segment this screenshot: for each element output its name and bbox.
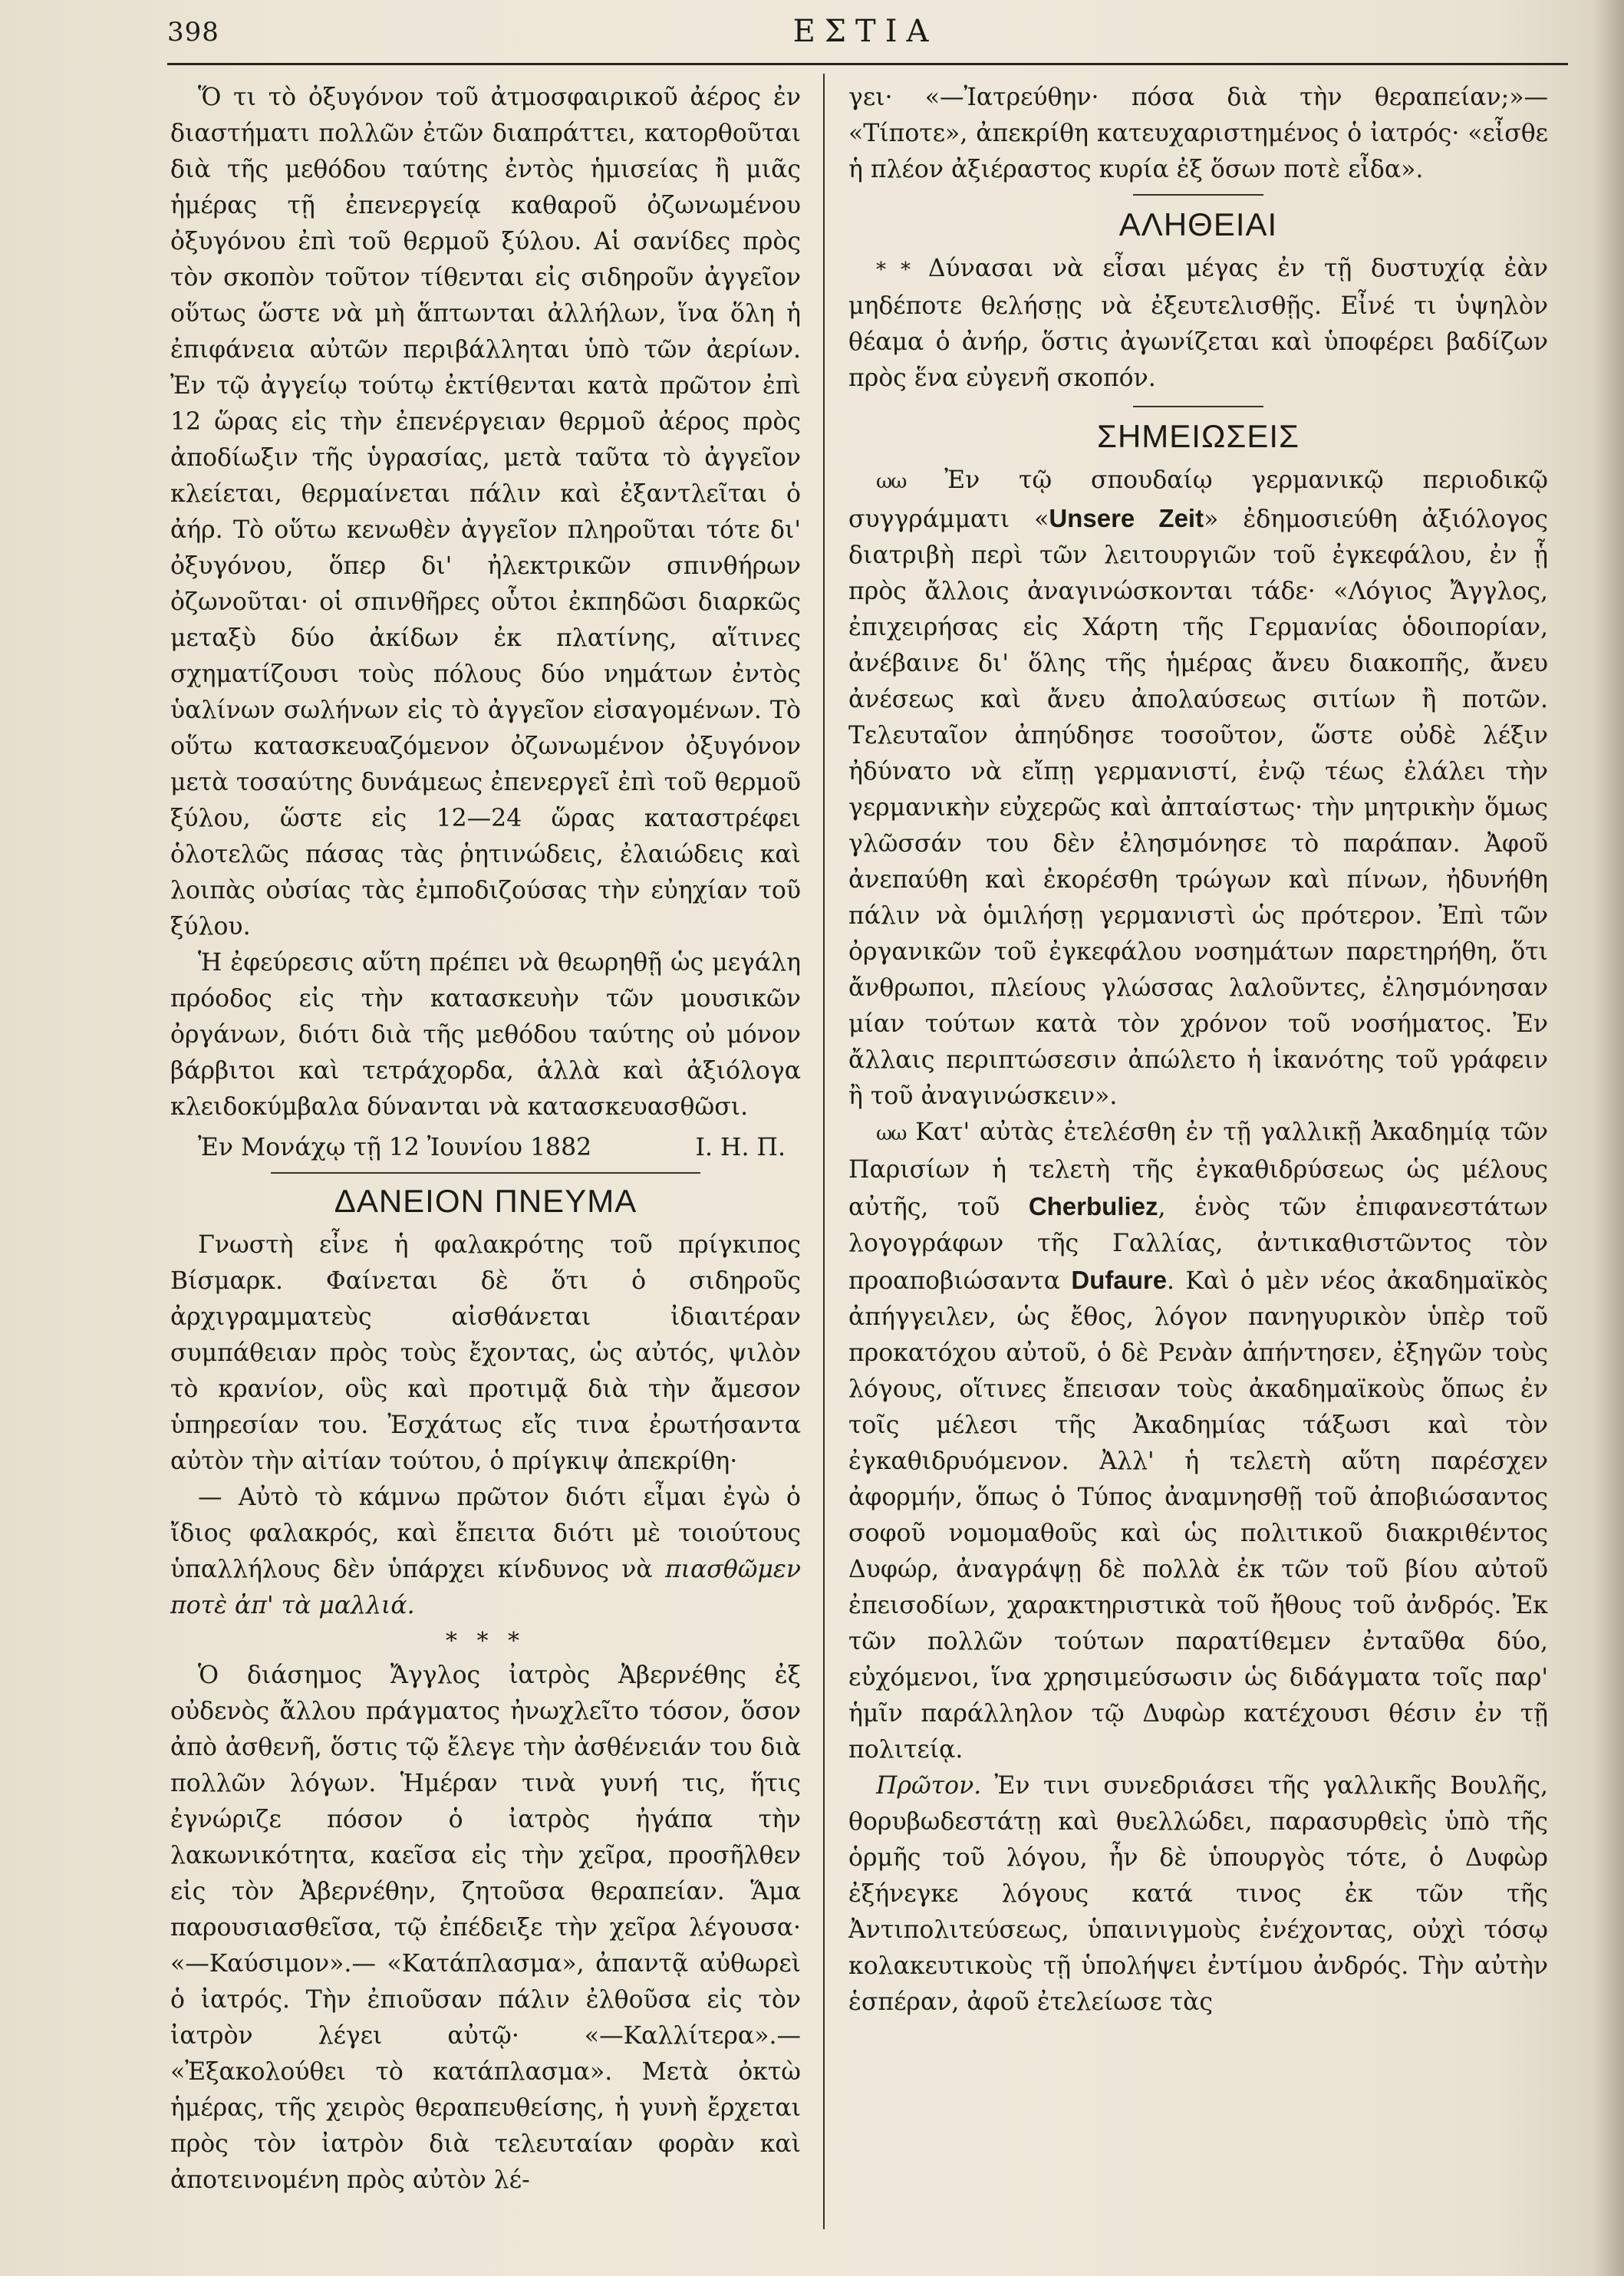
paragraph-text: » ἐδημοσιεύθη ἀξιόλογος διατριβὴ περὶ τῶν λειτουργιῶν τοῦ ἐγκεφάλου, ἐν ᾗ πρὸς ἄλλοις ἀναγινώσκονται τάδε· «Λόγιος Ἄγγλος, ἐπιχειρήσας εἰς Χάρτη τῆς Γερμανίας ὁδοιπορίαν, ἀνέβαινε δι' ὅλης τῆς ἡμέρας ἄνευ διακοπῆς, ἄνευ ἀνέσεως καὶ ἄνευ ἀπολαύσεως σιτίων ἢ ποτῶν. Τελευταῖον ἀπηύδησε τοσοῦτον, ὥστε οὐδὲ λέξιν ἠδύνατο νὰ εἴπῃ γερμανιστί, ἐνῷ τέως ἐλάλει τὴν γερμανικὴν εὐχερῶς καὶ ἀπταίστως· τὴν μητρικὴν ὅμως γλῶσσάν του δὲν ἐλησμόνησε τὸ παράπαν. Ἀφοῦ ἀνεπαύθη καὶ ἐκορέσθη τρώγων καὶ πίνων, ἠδυνήθη πάλιν νὰ ὁμιλήσῃ γερμανιστὶ ὡς πρότερον. Ἐπὶ τῶν ὀργανικῶν τοῦ ἐγκεφάλου νοσημάτων παρετηρήθη, ὅτι ἄνθρωποι, πλείους γλώσσας λαλοῦντες, ἐλησμόνησαν μίαν τούτων κατὰ τὸν χρόνον τοῦ νοσήματος. Ἐν ἄλλαις περιπτώσεσιν ἀπώλετο ἡ ἱκανότης τοῦ γράφειν ἢ τοῦ ἀναγινώσκειν». — [848, 506, 1549, 1110]
page-header — [167, 11, 1563, 57]
paragraph-mark: ωω — [876, 1122, 906, 1145]
paragraph-text: Ἐν τινι συνεδριάσει τῆς γαλλικῆς Βουλῆς, θορυβωδεστάτῃ καὶ θυελλώδει, παρασυρθεὶς ὑπὸ τῆς ὁρμῆς τοῦ λόγου, ἦν δὲ ὑπουργὸς τότε, ὁ Δυφὼρ ἐξήνεγκε λόγους κατά τινος ἐκ τῶν τῆς Ἀντιπολιτεύσεως, ὑπαινιγμοὺς ἐνέχοντας, οὐχὶ τόσῳ κολακευτικοὺς τῇ ὑπολήψει ἐντίμου ἀνδρός. Τὴν αὐτὴν ἑσπέραν, ἀφοῦ ἐτελείωσε τὰς — [848, 1772, 1548, 2016]
left-column — [170, 80, 801, 2199]
quote-text: — Αὐτὸ τὸ κάμνω πρῶτον διότι εἶμαι ἐγὼ ὁ ἴδιος φαλακρός, καὶ ἔπειτα διότι μὲ τοιούτους ὑπαλλήλους δὲν ὑπάρχει κίνδυνος νὰ — [170, 1484, 801, 1583]
section-rule — [271, 1172, 700, 1174]
paragraph-text: , ἑνὸς τῶν ἐπιφανεστάτων λογογράφων τῆς Γαλλίας, ἀντικαθιστῶντος τὸν προαποβιώσαντα — [848, 1194, 1548, 1295]
section-heading: ΔΑΝΕΙΟΝ ΠΝΕΥΜΑ — [334, 1183, 637, 1219]
article-paragraph — [848, 463, 1548, 1115]
paragraph-text: Κατ' αὐτὰς ἐτελέσθη ἐν τῇ γαλλικῇ Ἀκαδημίᾳ τῶν Παρισίων ἡ τελετὴ τῆς ἐγκαθιδρύσεως ὡς μέλους αὐτῆς, τοῦ — [848, 1118, 1548, 1221]
article-paragraph: γει· «—Ἰατρεύθην· πόσα διὰ τὴν θεραπείαν;»— «Τίποτε», ἀπεκρίθη κατευχαριστημένος ὁ ἰατρός· «εἶσθε ἡ πλέον ἀξιέραστος κυρία ἐξ ὅσων ποτὲ εἶδα». — [848, 84, 1548, 183]
dateline: Ἐν Μονάχῳ τῇ 12 Ἰουνίου 1882 — [198, 1134, 592, 1161]
section-heading: ΣΗΜΕΙΩΣΕΙΣ — [1097, 418, 1300, 454]
binding-shadow — [1593, 0, 1624, 2276]
paragraph-text: Ἐν τῷ σπουδαίῳ γερμανικῷ περιοδικῷ συγγράμματι « — [848, 466, 1548, 533]
latin-name: Dufaure — [1071, 1266, 1168, 1294]
article-paragraph: Γνωστὴ εἶνε ἡ φαλακρότης τοῦ πρίγκιπος Βίσμαρκ. Φαίνεται δὲ ὅτι ὁ σιδηροῦς ἀρχιγραμματεὺς αἰσθάνεται ἰδιαιτέραν συμπάθειαν πρὸς τοὺς ἔχοντας, ὡς αὐτός, ψιλὸν τὸ κρανίον, οὓς καὶ προτιμᾷ διὰ τὴν ἄμεσον ὑπηρεσίαν του. Ἐσχάτως εἴς τινα ἐρωτήσαντα αὐτὸν τὴν αἰτίαν τούτου, ὁ πρίγκιψ ἀπεκρίθη· — [170, 1231, 801, 1475]
running-title: ΕΣΤΙΑ — [792, 14, 938, 49]
section-heading: ΑΛΗΘΕΙΑΙ — [1118, 206, 1278, 242]
paragraph-text: . Καὶ ὁ μὲν νέος ἀκαδημαϊκὸς ἀπήγγειλεν, ὡς ἔθος, λόγον πανηγυρικὸν ὑπὲρ τοῦ προκατόχου αὐτοῦ, ὁ δὲ Ρενὰν ἀπήντησεν, ἐξηγῶν τοὺς λόγους, οἵτινες ἔπεισαν τοὺς ἀκαδημαϊκοὺς ὅπως ἐν τοῖς μέλεσι τῆς Ἀκαδημίας τάξωσι καὶ τὸν ἐγκαθιδρυόμενον. Ἀλλ' ἡ τελετὴ αὕτη παρέσχεν ἀφορμήν, ὅπως ὁ Τύπος ἀναμνησθῇ τοῦ ἀποβιώσαντος σοφοῦ νομομαθοῦς καὶ ὡς πολιτικοῦ διακριθέντος Δυφώρ, ἀναγράψῃ δὲ πολλὰ ἐκ τῶν τοῦ βίου αὐτοῦ ἐπεισοδίων, χαρακτηριστικὰ τοῦ ἤθους τοῦ ἀνδρός. Ἐκ τῶν πολλῶν τούτων παρατίθεμεν ἐνταῦθα δύο, εὐχόμενοι, ἵνα χρησιμεύσωσιν ὡς διδάγματα τοῖς παρ' ἡμῖν παράλληλον τῷ Δυφὼρ κατέχουσι θέσιν ἐν τῇ πολιτείᾳ. — [848, 1267, 1548, 1764]
latin-title: Unsere Zeit — [1049, 504, 1204, 532]
italic-phrase: πιασθῶμεν ποτὲ ἀπ' τὰ μαλλιά. — [170, 1556, 801, 1619]
article-paragraph — [848, 1768, 1548, 2021]
page-number: 398 — [167, 17, 219, 48]
section-rule — [1133, 194, 1263, 196]
latin-name: Cherbuliez — [1028, 1192, 1158, 1220]
asterism: * * * — [445, 1628, 526, 1655]
column-divider — [823, 74, 825, 2229]
article-paragraph — [848, 251, 1548, 397]
author-initials: Ι. Η. Π. — [695, 1134, 786, 1161]
section-rule — [1133, 406, 1263, 407]
article-paragraph: Ὁ διάσημος Ἄγγλος ἰατρὸς Ἀβερνέθης ἐξ οὐδενὸς ἄλλου πράγματος ἠνωχλεῖτο τόσον, ὅσον ἀπὸ ἀσθενῆ, ὅστις τῷ ἔλεγε τὴν ἀσθένειάν του διὰ πολλῶν λόγων. Ἡμέραν τινὰ γυνή τις, ἥτις ἐγνώριζε πόσον ὁ ἰατρὸς ἠγάπα τὴν λακωνικότητα, καεῖσα εἰς τὴν χεῖρα, προσῆλθεν εἰς τὸν Ἀβερνέθην, ζητοῦσα θεραπείαν. Ἅμα παρουσιασθεῖσα, τῷ ἐπέδειξε τὴν χεῖρα λέγουσα· «—Καύσιμον».— «Κατάπλασμα», ἀπαντᾷ αὐθωρεὶ ὁ ἰατρός. Τὴν ἐπιοῦσαν πάλιν ἐλθοῦσα εἰς τὸν ἰατρὸν λέγει αὐτῷ· «—Καλλίτερα».— «Ἐξακολούθει τὸ κατάπλασμα». Μετὰ ὀκτὼ ἡμέρας, τῆς χειρὸς θεραπευθείσης, ἡ γυνὴ ἔρχεται πρὸς τὸν ἰατρὸν διὰ τελευταίαν φορὰν καὶ ἀποτεινομένη πρὸς αὐτὸν λέ- — [170, 1662, 801, 2194]
italic-lead: Πρῶτον. — [876, 1772, 982, 1800]
right-column — [848, 80, 1548, 2021]
article-paragraph: Ὅ τι τὸ ὀξυγόνον τοῦ ἀτμοσφαιρικοῦ ἀέρος ἐν διαστήματι πολλῶν ἐτῶν διαπράττει, κατορθοῦται διὰ τῆς μεθόδου ταύτης ἐντὸς ἡμισείας ἢ μιᾶς ἡμέρας τῇ ἐπενεργείᾳ καθαροῦ ὀζωνωμένου ὀξυγόνου ἐπὶ τοῦ θερμοῦ ξύλου. Αἱ σανίδες πρὸς τὸν σκοπὸν τοῦτον τίθενται εἰς σιδηροῦν ἀγγεῖον οὕτως ὥστε νὰ μὴ ἅπτωνται ἀλλήλων, ἵνα ὅλη ἡ ἐπιφάνεια αὐτῶν περιβάλληται ὑπὸ τῶν ἀερίων. Ἐν τῷ ἀγγείῳ τούτῳ ἐκτίθενται κατὰ πρῶτον ἐπὶ 12 ὥρας εἰς τὴν ἐπενέργειαν θερμοῦ ἀέρος πρὸς ἀποδίωξιν τῆς ὑγρασίας, μετὰ ταῦτα τὸ ἀγγεῖον κλείεται, θερμαίνεται πάλιν καὶ ἐξαντλεῖται ὁ ἀήρ. Τὸ οὕτω κενωθὲν ἀγγεῖον πληροῦται τότε δι' ὀξυγόνου, ὅπερ δι' ἠλεκτρικῶν σπινθήρων ὀζωνοῦται· οἱ σπινθῆρες οὗτοι ἐκπηδῶσι διαρκῶς μεταξὺ δύο ἀκίδων ἐκ πλατίνης, αἵτινες σχηματίζουσι τοὺς πόλους δύο νημάτων ἐντὸς ὑαλίνων σωλήνων εἰς τὸ ἀγγεῖον εἰσαγομένων. Τὸ οὕτω κατασκευαζόμενον ὀζωνωμένον ὀξυγόνον μετὰ τοσαύτης δυνάμεως ἐπενεργεῖ ἐπὶ τοῦ θερμοῦ ξύλου, ὥστε εἰς 12—24 ὥρας καταστρέφει ὁλοτελῶς πάσας τὰς ῥητινώδεις, ἐλαιώδεις καὶ λοιπὰς οὐσίας τὰς ἐμποδιζούσας τὴν εὐηχίαν τοῦ ξύλου. — [170, 84, 801, 940]
article-paragraph — [848, 1115, 1548, 1768]
article-paragraph: Ἡ ἐφεύρεσις αὕτη πρέπει νὰ θεωρηθῇ ὡς μεγάλη πρόοδος εἰς τὴν κατασκευὴν τῶν μουσικῶν ὀργάνων, διότι διὰ τῆς μεθόδου ταύτης οὐ μόνον βάρβιτοι καὶ τετράχορδα, ἀλλὰ καὶ ἀξιόλογα κλειδοκύμβαλα δύνανται νὰ κατασκευασθῶσι. — [170, 949, 801, 1121]
paragraph-mark: ωω — [876, 470, 906, 493]
dateline-row — [170, 1130, 801, 1166]
article-paragraph — [170, 1480, 801, 1624]
paragraph-text: Δύνασαι νὰ εἶσαι μέγας ἐν τῇ δυστυχίᾳ ἐὰν μηδέποτε θελήσῃς νὰ ἐξευτελισθῇς. Εἶνέ τι ὑψηλὸν θέαμα ὁ ἀνήρ, ὅστις ἀγωνίζεται καὶ ὑποφέρει βαδίζων πρὸς ἕνα εὐγενῆ σκοπόν. — [848, 255, 1549, 392]
asterism-mark: * * — [876, 259, 910, 282]
header-rule — [167, 63, 1568, 65]
